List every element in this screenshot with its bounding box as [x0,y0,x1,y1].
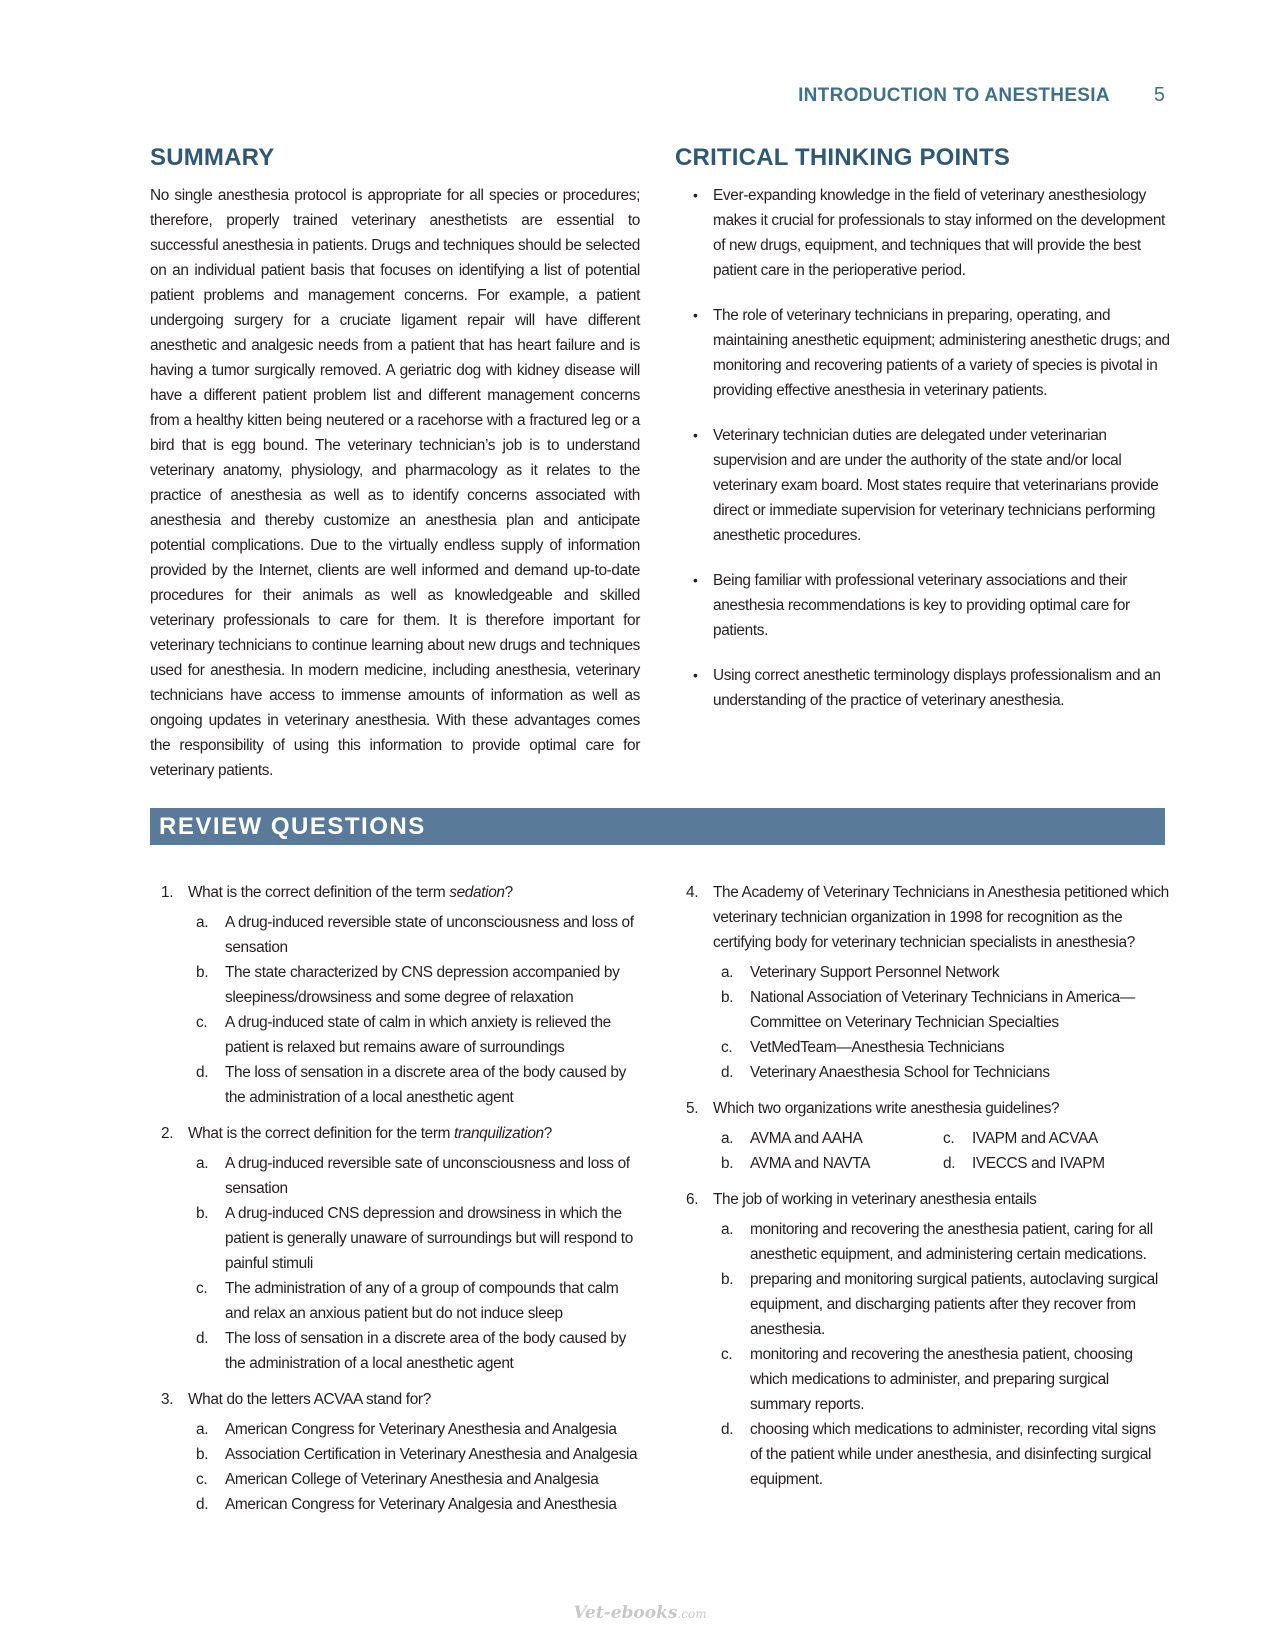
answer-option [675,1417,1170,1492]
point-text: Being familiar with professional veterinary associations and their anesthesia recommendations is key to providing optimal care for patients. [713,572,1130,639]
point-text: The role of veterinary technicians in preparing, operating, and maintaining anesthetic equipment; administering anesthetic drugs; and monitoring and recovering patients of a variety of species is pivotal in providing effective anesthesia in veterinary patients. [713,307,1170,399]
question-number: 4. [686,884,699,901]
option-letter: b. [721,989,734,1006]
question-stem [675,880,1170,955]
question-stem [150,1387,645,1412]
answer-option [150,1467,645,1492]
review-questions-heading: REVIEW QUESTIONS [150,808,1165,845]
questions-column-left [150,880,645,1528]
bullet-icon: • [693,427,698,443]
answer-option [150,1060,645,1110]
running-head [780,84,1165,107]
stem-text: The job of working in veterinary anesthesia entails [713,1191,1037,1208]
option-letter: c. [943,1130,955,1147]
critical-thinking-point [675,423,1170,548]
summary-heading: SUMMARY [150,144,275,171]
option-text: The loss of sensation in a discrete area of the body caused by the administration of a local anesthetic agent [225,1330,626,1372]
answer-option [935,1151,1155,1176]
answer-option [150,1417,645,1442]
option-letter: b. [196,964,209,981]
option-letter: d. [196,1330,209,1347]
option-letter: d. [196,1064,209,1081]
option-text: Veterinary Anaesthesia School for Technicians [750,1064,1050,1081]
option-text: preparing and monitoring surgical patients, autoclaving surgical equipment, and discharging patients after they recover from anesthesia. [750,1271,1158,1338]
question-3 [150,1387,645,1517]
bullet-icon: • [693,572,698,588]
answer-option [150,1010,645,1060]
stem-punct: ? [504,884,513,901]
option-text: monitoring and recovering the anesthesia patient, choosing which medications to administer, and preparing surgical summary reports. [750,1346,1133,1413]
option-letter: b. [721,1155,734,1172]
bullet-icon: • [693,187,698,203]
option-text: Association Certification in Veterinary Anesthesia and Analgesia [225,1446,638,1463]
answer-options [150,1151,645,1376]
option-text: A drug-induced CNS depression and drowsiness in which the patient is generally unaware of surroundings but will respond to painful stimuli [225,1205,633,1272]
option-text: AVMA and NAVTA [750,1155,870,1172]
option-text: Veterinary Support Personnel Network [750,964,1000,981]
option-text: A drug-induced state of calm in which anxiety is relieved the patient is relaxed but remains aware of surroundings [225,1014,611,1056]
question-4 [675,880,1170,1085]
question-number: 6. [686,1191,699,1208]
answer-options [675,960,1170,1085]
question-6 [675,1187,1170,1492]
option-text: IVAPM and ACVAA [972,1130,1098,1147]
question-stem [675,1187,1170,1212]
bullet-icon: • [693,667,698,683]
answer-option [150,1492,645,1517]
question-number: 2. [161,1125,174,1142]
answer-options [675,1126,1170,1176]
option-text: The administration of any of a group of compounds that calm and relax an anxious patient but do not induce sleep [225,1280,619,1322]
answer-option [150,1326,645,1376]
option-letter: a. [721,964,734,981]
critical-thinking-heading: CRITICAL THINKING POINTS [675,144,1011,171]
option-text: AVMA and AAHA [750,1130,863,1147]
answer-option [675,1267,1170,1342]
option-letter: d. [721,1064,734,1081]
critical-thinking-list [675,183,1170,733]
option-letter: d. [196,1496,209,1513]
option-letter: b. [196,1205,209,1222]
stem-text: What is the correct definition of the term [188,884,450,901]
answer-option [675,1217,1170,1267]
point-text: Ever-expanding knowledge in the field of veterinary anesthesiology makes it crucial for professionals to stay informed on the development of new drugs, equipment, and techniques that will provide the best patient care in the perioperative period. [713,187,1165,279]
stem-term: tranquilization [454,1125,544,1142]
watermark-suffix: .com [677,1607,707,1621]
answer-option [675,1342,1170,1417]
bullet-icon: • [693,307,698,323]
option-text: American Congress for Veterinary Analgesia and Anesthesia [225,1496,617,1513]
stem-text: What do the letters ACVAA stand for? [188,1391,431,1408]
point-text: Veterinary technician duties are delegated under veterinarian supervision and are under the authority of the state and/or local veterinary exam board. Most states require that veterinarians provide direct or immediate supervision for veterinary technicians performing anesthetic procedures. [713,427,1159,544]
stem-text: What is the correct definition for the term [188,1125,455,1142]
summary-body: No single anesthesia protocol is appropriate for all species or procedures; therefore, properly trained veterinary anesthetists are essential to successful anesthesia in patients. Drugs and techniques should be selected on an individual patient basis that focuses on identifying a list of potential patient problems and management concerns. For example, a patient undergoing surgery for a cruciate ligament repair will have different anesthetic and analgesic needs from a patient that has heart failure and is having a tumor surgically removed. A geriatric dog with kidney disease will have a different patient problem list and different management concerns from a healthy kitten being neutered or a racehorse with a fractured leg or a bird that is egg bound. The veterinary technician’s job is to understand veterinary anatomy, physiology, and pharmacology as it relates to the practice of anesthesia as well as to identify concerns associated with anesthesia and thereby customize an anesthesia plan and anticipate potential complications. Due to the virtually endless supply of information provided by the Internet, clients are well informed and demand up-to-date procedures for their animals as well as knowledgeable and skilled veterinary professionals to care for them. It is therefore important for veterinary technicians to continue learning about new drugs and techniques used for anesthesia. In modern medicine, including anesthesia, veterinary technicians have access to immense amounts of information as well as ongoing updates in veterinary anesthesia. With these advantages comes the responsibility of using this information to provide optimal care for veterinary patients. [150,187,641,779]
question-stem [150,1121,645,1146]
option-letter: c. [196,1014,208,1031]
answer-option [675,1035,1170,1060]
critical-thinking-point [675,183,1170,283]
question-number: 5. [686,1100,699,1117]
option-letter: a. [196,1421,209,1438]
critical-thinking-point [675,303,1170,403]
questions-column-right [675,880,1170,1503]
option-text: A drug-induced reversible sate of unconsciousness and loss of sensation [225,1155,630,1197]
answer-option [675,1126,935,1151]
stem-text: The Academy of Veterinary Technicians in Anesthesia petitioned which veterinary technician organization in 1998 for recognition as the certifying body for veterinary technician specialists in anesthesia? [713,884,1169,951]
option-letter: c. [721,1039,733,1056]
question-stem [675,1096,1170,1121]
option-text: The loss of sensation in a discrete area of the body caused by the administration of a local anesthetic agent [225,1064,626,1106]
option-text: choosing which medications to administer, recording vital signs of the patient while under anesthesia, and disinfecting surgical equipment. [750,1421,1156,1488]
chapter-title: INTRODUCTION TO ANESTHESIA [798,85,1110,106]
option-text: American Congress for Veterinary Anesthesia and Analgesia [225,1421,617,1438]
question-number: 1. [161,884,174,901]
answer-option [150,1276,645,1326]
question-1 [150,880,645,1110]
watermark-logo [570,1600,710,1626]
answer-option [150,1442,645,1467]
answer-option [150,910,645,960]
option-text: The state characterized by CNS depression accompanied by sleepiness/drowsiness and some degree of relaxation [225,964,620,1006]
option-text: IVECCS and IVAPM [972,1155,1105,1172]
option-text: monitoring and recovering the anesthesia patient, caring for all anesthetic equipment, and administering certain medications. [750,1221,1153,1263]
answer-option [150,1201,645,1276]
answer-options [150,910,645,1110]
option-letter: c. [721,1346,733,1363]
answer-option [675,1151,935,1176]
critical-thinking-point [675,568,1170,643]
option-letter: d. [721,1421,734,1438]
answer-option [675,960,1170,985]
option-letter: c. [196,1471,208,1488]
option-text: National Association of Veterinary Technicians in America—Committee on Veterinary Technician Specialties [750,989,1135,1031]
answer-option [150,960,645,1010]
option-text: VetMedTeam—Anesthesia Technicians [750,1039,1005,1056]
option-text: American College of Veterinary Anesthesia and Analgesia [225,1471,599,1488]
stem-punct: ? [543,1125,552,1142]
critical-thinking-point [675,663,1170,713]
question-5 [675,1096,1170,1176]
answer-option [675,985,1170,1035]
option-text: A drug-induced reversible state of unconsciousness and loss of sensation [225,914,634,956]
option-letter: a. [721,1130,734,1147]
answer-option [675,1060,1170,1085]
option-letter: b. [721,1271,734,1288]
stem-term: sedation [449,884,505,901]
question-number: 3. [161,1391,174,1408]
watermark-brand: Vet-ebooks [573,1603,678,1623]
answer-option [935,1126,1155,1151]
question-stem [150,880,645,905]
option-letter: a. [721,1221,734,1238]
point-text: Using correct anesthetic terminology displays professionalism and an understanding of the practice of veterinary anesthesia. [713,667,1161,709]
option-letter: a. [196,914,209,931]
option-letter: b. [196,1446,209,1463]
page-number: 5 [1153,84,1165,106]
answer-options [675,1217,1170,1492]
answer-options [150,1417,645,1517]
option-letter: c. [196,1280,208,1297]
answer-option [150,1151,645,1201]
stem-text: Which two organizations write anesthesia guidelines? [713,1100,1060,1117]
option-letter: d. [943,1155,956,1172]
question-2 [150,1121,645,1376]
option-letter: a. [196,1155,209,1172]
